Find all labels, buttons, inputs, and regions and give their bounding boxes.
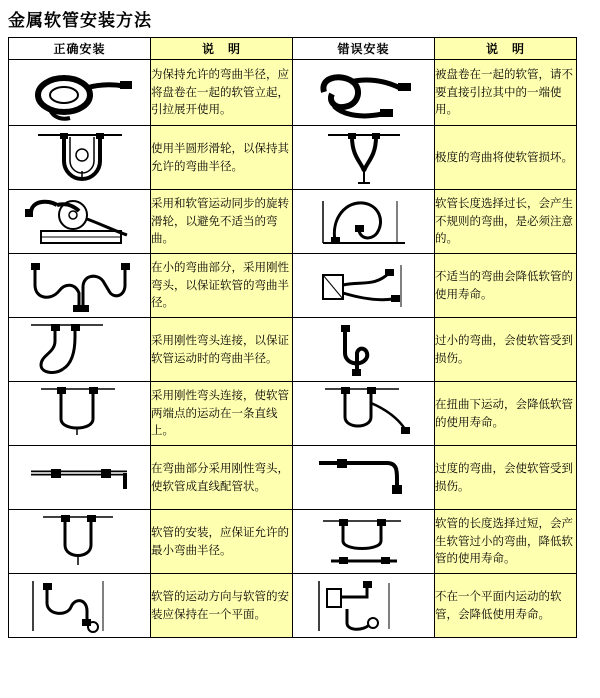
table-header-row xyxy=(9,38,577,60)
header-correct-description: 说 明 xyxy=(151,38,293,60)
row-correct-description: 采用刚性弯头连接，使软管两端点的运动在一条直线上。 xyxy=(151,382,293,446)
rigid-bend-small-radius-icon xyxy=(9,254,151,318)
long-hose-irregular-bend-icon xyxy=(293,190,435,254)
sync-rotating-pulley-icon xyxy=(9,190,151,254)
row-wrong-description: 被盘卷在一起的软管，请不要直接引拉其中的一端使用。 xyxy=(435,60,577,126)
row-wrong-description: 不适当的弯曲会降低软管的使用寿命。 xyxy=(435,254,577,318)
table-body xyxy=(9,60,577,638)
out-of-plane-motion-icon xyxy=(293,574,435,638)
excessive-bend-icon xyxy=(293,446,435,510)
row-correct-description: 在弯曲部分采用刚性弯头，使软管成直线配管状。 xyxy=(151,446,293,510)
sharp-bend-hose-icon xyxy=(293,126,435,190)
row-wrong-description: 不在一个平面内运动的软管，会降低使用寿命。 xyxy=(435,574,577,638)
table-row xyxy=(9,254,577,318)
table-row xyxy=(9,318,577,382)
overlong-hose-icon xyxy=(293,510,435,574)
too-small-bend-icon xyxy=(293,318,435,382)
header-wrong-install: 错误安装 xyxy=(293,38,435,60)
installation-methods-table xyxy=(8,37,577,638)
rigid-elbow-straight-pipe-icon xyxy=(9,446,151,510)
table-row xyxy=(9,574,577,638)
row-correct-description: 为保持允许的弯曲半径，应将盘卷在一起的软管立起，引拉展开使用。 xyxy=(151,60,293,126)
table-row xyxy=(9,190,577,254)
row-correct-description: 采用和软管运动同步的旋转滑轮，以避免不适当的弯曲。 xyxy=(151,190,293,254)
improper-bend-icon xyxy=(293,254,435,318)
coiled-hose-standing-icon xyxy=(9,60,151,126)
table-row xyxy=(9,446,577,510)
row-wrong-description: 极度的弯曲将使软管损坏。 xyxy=(435,126,577,190)
row-wrong-description: 软管的长度选择过短，会产生软管过小的弯曲，降低软管的使用寿命。 xyxy=(435,510,577,574)
table-row xyxy=(9,510,577,574)
row-correct-description: 在小的弯曲部分，采用刚性弯头，以保证软管的弯曲半径。 xyxy=(151,254,293,318)
table-row xyxy=(9,126,577,190)
row-correct-description: 软管的运动方向与软管的安装应保持在一个平面。 xyxy=(151,574,293,638)
straight-line-motion-icon xyxy=(9,382,151,446)
page-title: 金属软管安装方法 xyxy=(8,11,152,31)
header-wrong-description: 说 明 xyxy=(435,38,577,60)
same-plane-motion-icon xyxy=(9,574,151,638)
row-correct-description: 使用半圆形滑轮，以保持其允许的弯曲半径。 xyxy=(151,126,293,190)
min-bend-radius-install-icon xyxy=(9,510,151,574)
torsion-motion-icon xyxy=(293,382,435,446)
semicircle-pulley-icon xyxy=(9,126,151,190)
row-wrong-description: 在扭曲下运动，会降低软管的使用寿命。 xyxy=(435,382,577,446)
row-correct-description: 采用刚性弯头连接，以保证软管运动时的弯曲半径。 xyxy=(151,318,293,382)
row-wrong-description: 软管长度选择过长，会产生不规则的弯曲，是必须注意的。 xyxy=(435,190,577,254)
table-header xyxy=(9,38,577,60)
table-row xyxy=(9,382,577,446)
header-correct-install: 正确安装 xyxy=(9,38,151,60)
row-wrong-description: 过小的弯曲，会使软管受到损伤。 xyxy=(435,318,577,382)
row-wrong-description: 过度的弯曲，会使软管受到损伤。 xyxy=(435,446,577,510)
row-correct-description: 软管的安装，应保证允许的最小弯曲半径。 xyxy=(151,510,293,574)
rigid-elbow-connection-icon xyxy=(9,318,151,382)
table-row xyxy=(9,60,577,126)
coiled-hose-pulled-icon xyxy=(293,60,435,126)
